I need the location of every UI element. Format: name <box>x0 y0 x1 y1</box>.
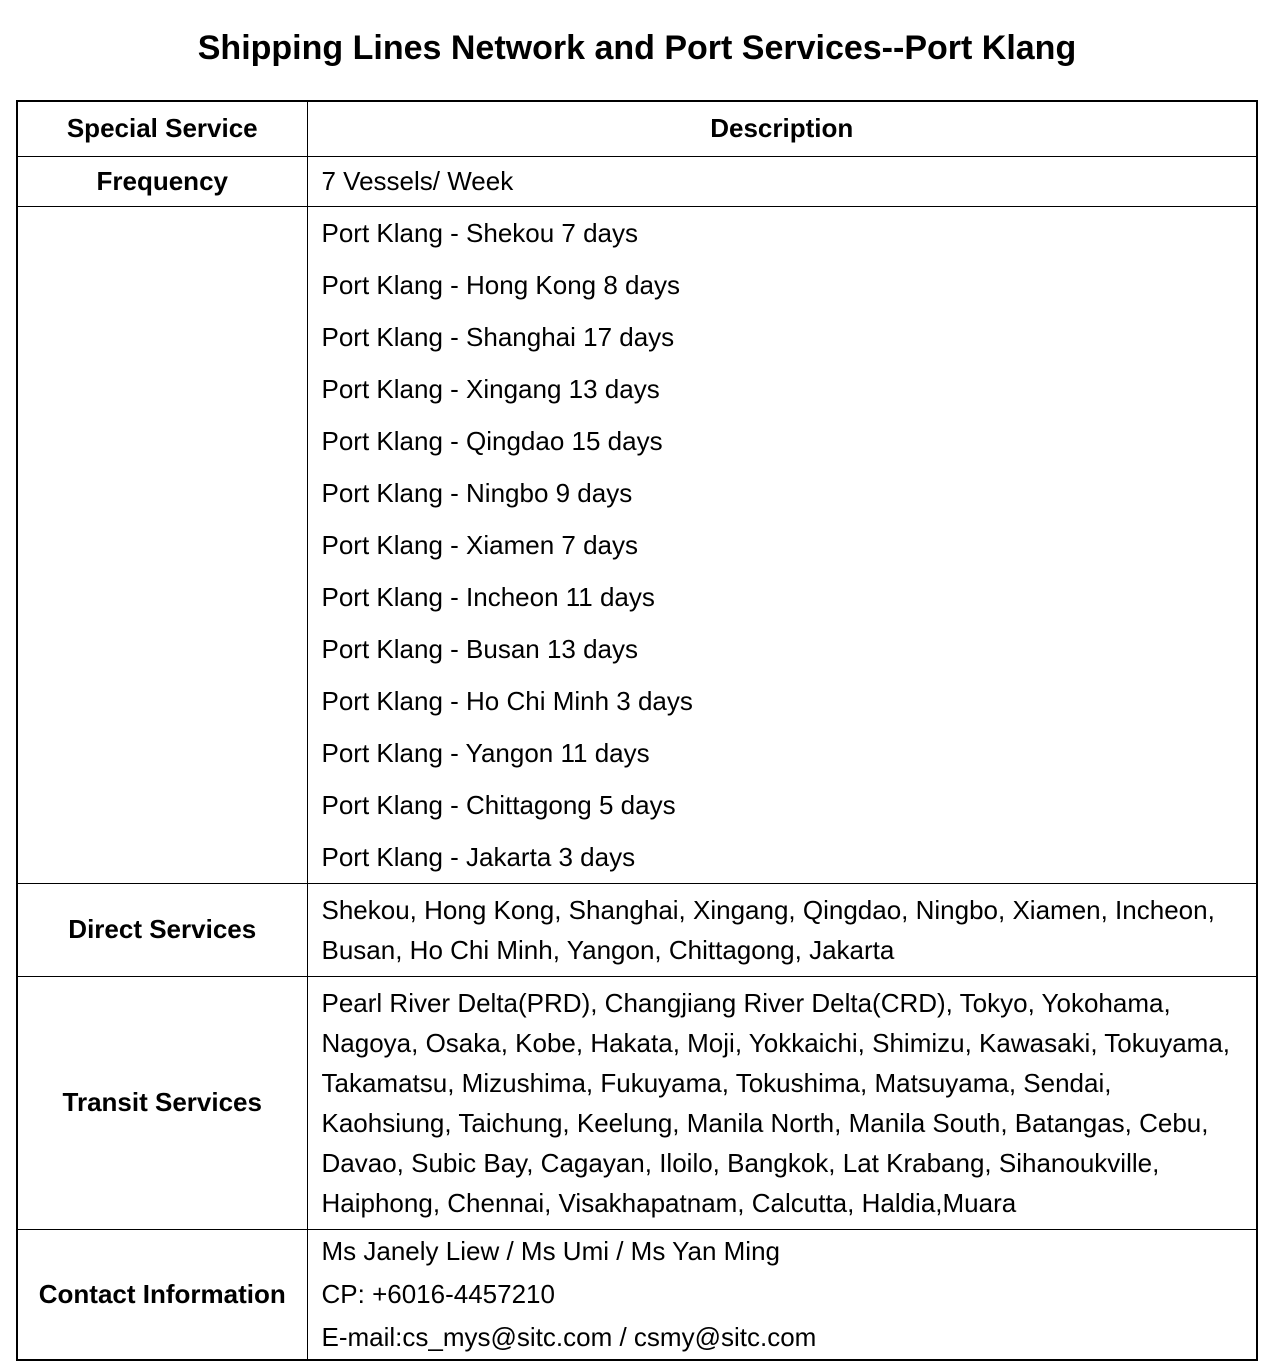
route-line: Port Klang - Xingang 13 days <box>321 373 660 404</box>
contact-information-row <box>17 1229 1257 1360</box>
frequency-value: 7 Vessels/ Week <box>307 156 1257 206</box>
header-special-service: Special Service <box>17 101 307 156</box>
contact-information-label: Contact Information <box>17 1229 307 1360</box>
page-title: Shipping Lines Network and Port Services--Port Klang <box>197 29 1077 67</box>
transit-services-row <box>17 976 1257 1229</box>
header-description: Description <box>307 101 1257 156</box>
direct-services-label: Direct Services <box>17 883 307 976</box>
table-header-row <box>17 101 1257 156</box>
contact-names-line: Ms Janely Liew / Ms Umi / Ms Yan Ming <box>321 1235 780 1266</box>
route-line: Port Klang - Shekou 7 days <box>321 217 639 248</box>
contact-email-line: E-mail:cs_mys@sitc.com / csmy@sitc.com <box>321 1321 817 1352</box>
services-table <box>16 100 1258 1361</box>
route-line: Port Klang - Xiamen 7 days <box>321 529 638 560</box>
frequency-row <box>17 156 1257 206</box>
route-line: Port Klang - Incheon 11 days <box>321 581 655 612</box>
route-line: Port Klang - Busan 13 days <box>321 633 639 664</box>
route-line: Port Klang - Ningbo 9 days <box>321 477 633 508</box>
direct-services-row <box>17 883 1257 976</box>
transit-times-row <box>17 206 1257 883</box>
contact-information-cell <box>307 1229 1257 1360</box>
route-line: Port Klang - Yangon 11 days <box>321 737 650 768</box>
route-line: Port Klang - Shanghai 17 days <box>321 321 675 352</box>
transit-services-label: Transit Services <box>17 976 307 1229</box>
transit-services-value: Pearl River Delta(PRD), Changjiang River Delta(CRD), Tokyo, Yokohama, Nagoya, Osaka, Kobe, Hakata, Moji, Yokkaichi, Shimizu, Kawasaki, Tokuyama, Takamatsu, Mizushima, Fukuyama, Tokushima, Matsuyama, Sendai, Kaohsiung, Taichung, Keelung, Manila North, Manila South, Batangas, Cebu, Davao, Subic Bay, Cagayan, Iloilo, Bangkok, Lat Krabang, Sihanoukville, Haiphong, Chennai, Visakhapatnam, Calcutta, Haldia,Muara <box>307 976 1257 1229</box>
route-line: Port Klang - Hong Kong 8 days <box>321 269 680 300</box>
transit-times-cell <box>307 206 1257 883</box>
transit-times-label <box>17 206 307 883</box>
route-line: Port Klang - Qingdao 15 days <box>321 425 663 456</box>
direct-services-value: Shekou, Hong Kong, Shanghai, Xingang, Qingdao, Ningbo, Xiamen, Incheon, Busan, Ho Chi Minh, Yangon, Chittagong, Jakarta <box>307 883 1257 976</box>
route-line: Port Klang - Ho Chi Minh 3 days <box>321 685 693 716</box>
route-line: Port Klang - Jakarta 3 days <box>321 841 636 872</box>
contact-phone-line: CP: +6016-4457210 <box>321 1278 555 1309</box>
route-line: Port Klang - Chittagong 5 days <box>321 789 676 820</box>
frequency-label: Frequency <box>17 156 307 206</box>
